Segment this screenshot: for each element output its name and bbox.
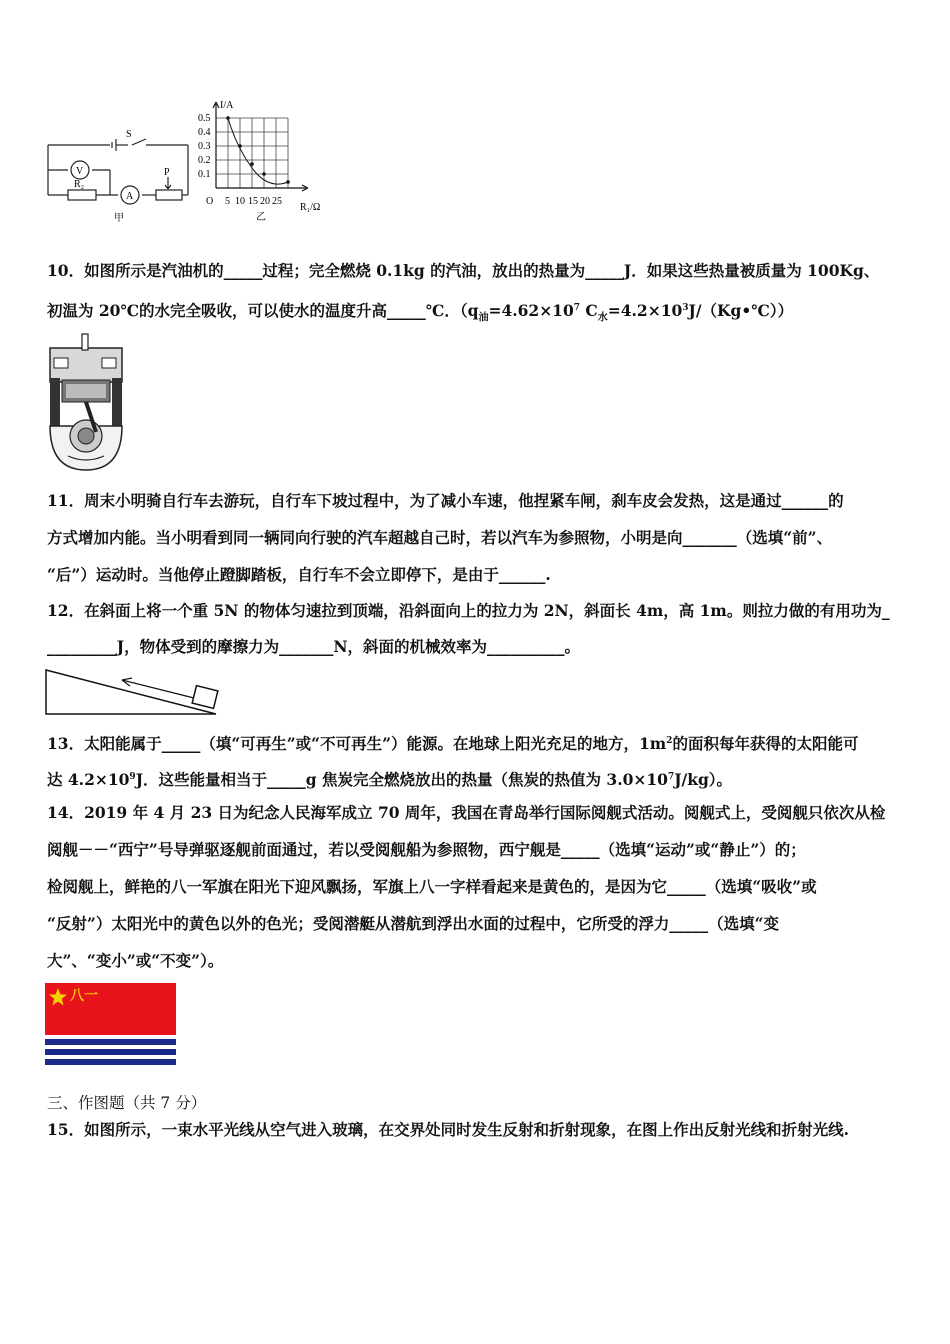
voltmeter-label: V	[76, 166, 84, 177]
resistor-label: R₂	[74, 179, 85, 190]
flag-blue-stripe	[45, 1049, 176, 1055]
q14-line-3: 检阅舰上，鲜艳的八一军旗在阳光下迎风飘扬，军旗上八一字样看起来是黄色的，是因为它_____（选填“吸收”或	[47, 877, 817, 896]
flag-blue-stripe	[45, 1059, 176, 1065]
y-tick-label: 0.5	[198, 113, 211, 124]
x-tick-label: 15	[248, 196, 258, 207]
incline-diagram	[44, 666, 220, 718]
flag-text: 八一	[70, 988, 98, 1004]
y-tick-label: 0.3	[198, 141, 211, 152]
q13-line-1: 13．太阳能属于_____（填“可再生”或“不可再生”）能源。在地球上阳光充足的地方，$1m^2$的面积每年获得的太阳能可	[47, 734, 859, 754]
x-tick-label: 20	[260, 196, 270, 207]
q11-line-2: 方式增加内能。当小明看到同一辆同向行驶的汽车超越自己时，若以汽车为参照物，小明是向_______（选填“前”、	[47, 528, 833, 547]
flag-blue-stripe	[45, 1039, 176, 1045]
star-icon	[48, 987, 68, 1007]
y-axis-label: I/A	[220, 100, 234, 111]
y-tick-label: 0.1	[198, 169, 211, 180]
q14-line-5: 大”、“变小”或“不变”）。	[47, 951, 224, 970]
q14-line-2: 阅舰－－“西宁”号导弹驱逐舰前面通过，若以受阅舰船为参照物，西宁舰是_____（选填“运动”或“静止”）的；	[47, 840, 806, 859]
section-heading: 三、作图题（共 7 分）	[47, 1094, 207, 1112]
origin-label: O	[206, 196, 214, 207]
ammeter-label: A	[126, 191, 134, 202]
q10-line-2: 初温为 20℃的水完全吸收，可以使水的温度升高_____℃．（$q_油=4.62\times 10^7$ $C_水=4.2\times 10^3J/(Kg•℃)$）	[47, 301, 794, 324]
q11-line-1: 11．周末小明骑自行车去游玩，自行车下坡过程中，为了减小车速，他捏紧车闸，刹车皮会发热，这是通过______的	[47, 491, 844, 510]
x-tick-label: 10	[235, 196, 245, 207]
q10-line-1: 10．如图所示是汽油机的_____过程；完全燃烧 0.1kg 的汽油，放出的热量为_____J．如果这些热量被质量为 100Kg、	[47, 261, 880, 280]
navy-flag	[45, 983, 176, 1065]
q11-line-3: “后”）运动时。当他停止蹬脚踏板，自行车不会立即停下，是由于______.	[47, 565, 551, 584]
q14-line-4: “反射”）太阳光中的黄色以外的色光；受阅潜艇从潜航到浮出水面的过程中，它所受的浮力_____（选填“变	[47, 914, 779, 933]
x-axis-label: R₁/Ω	[300, 202, 321, 213]
q12-line-1: 12．在斜面上将一个重 5N 的物体匀速拉到顶端，沿斜面向上的拉力为 2N，斜面长 4m，高 1m。则拉力做的有用功为_	[47, 601, 890, 620]
q14-line-1: 14．2019 年 4 月 23 日为纪念人民海军成立 70 周年，我国在青岛举行国际阅舰式活动。阅舰式上，受阅舰只依次从检	[47, 803, 886, 822]
q12-line-2: _________J，物体受到的摩擦力为_______N，斜面的机械效率为__________。	[47, 637, 581, 656]
gasoline-engine-diagram	[44, 332, 126, 474]
q13-line-2: 达 $4.2\times 10^9J$．这些能量相当于_____g 焦炭完全燃烧放出的热量（焦炭的热值为 $3.0\times 10^7J/kg$）。	[47, 770, 733, 790]
y-tick-label: 0.4	[198, 127, 211, 138]
x-tick-label: 5	[225, 196, 230, 207]
y-tick-label: 0.2	[198, 155, 211, 166]
circuit-diagram	[40, 125, 200, 225]
q15-line-1: 15．如图所示，一束水平光线从空气进入玻璃，在交界处同时发生反射和折射现象，在图上作出反射光线和折射光线.	[47, 1120, 849, 1139]
circuit-caption: 甲	[114, 213, 124, 224]
slider-label: P	[164, 167, 170, 178]
x-tick-label: 25	[272, 196, 282, 207]
switch-label: S	[126, 129, 132, 140]
graph-caption: 乙	[256, 212, 266, 223]
current-resistance-graph	[192, 98, 337, 223]
